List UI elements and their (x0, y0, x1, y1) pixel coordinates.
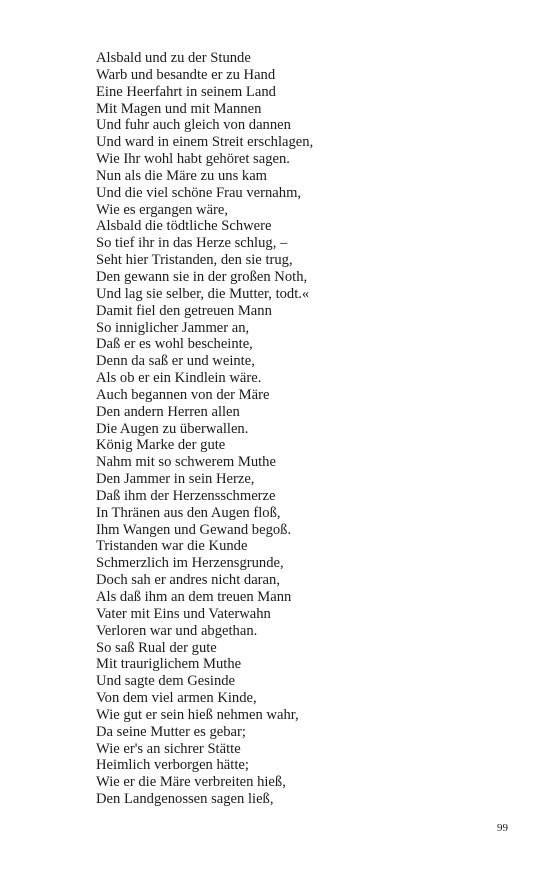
poem-line: Wie Ihr wohl habt gehöret sagen. (96, 151, 290, 168)
poem-text (96, 50, 516, 808)
poem-line: Vater mit Eins und Vaterwahn (96, 605, 271, 622)
poem-line: Wie er's an sichrer Stätte (96, 740, 241, 757)
poem-line: Tristanden war die Kunde (96, 538, 248, 555)
poem-line: Warb und besandte er zu Hand (96, 66, 276, 83)
poem-line: Schmerzlich im Herzensgrunde, (96, 555, 284, 572)
poem-line: Und fuhr auch gleich von dannen (96, 117, 291, 134)
poem-line: Auch begannen von der Märe (96, 386, 270, 403)
poem-line: Ihm Wangen und Gewand begoß. (96, 521, 292, 538)
poem-line: Alsbald die tödtliche Schwere (96, 218, 272, 235)
poem-line: Alsbald und zu der Stunde (96, 50, 251, 66)
poem-line: König Marke der gute (96, 437, 226, 454)
poem-line: Den Jammer in sein Herze, (96, 471, 255, 488)
poem-line: Doch sah er andres nicht daran, (96, 572, 280, 589)
poem-line: Damit fiel den getreuen Mann (96, 302, 272, 319)
poem-line: Nun als die Märe zu uns kam (96, 167, 268, 184)
poem-line: Und ward in einem Streit erschlagen, (96, 134, 314, 151)
poem-line: Wie gut er sein hieß nehmen wahr, (96, 706, 299, 723)
poem-line: Mit trauriglichem Muthe (96, 656, 242, 673)
poem-line: Heimlich verborgen hätte; (96, 757, 249, 774)
poem-line: Eine Heerfahrt in seinem Land (96, 83, 276, 100)
poem-line: Den Landgenossen sagen ließ, (96, 791, 274, 808)
poem-line: Denn da saß er und weinte, (96, 353, 255, 370)
poem-line: So saß Rual der gute (96, 639, 217, 656)
poem-line: Verloren war und abgethan. (96, 622, 258, 639)
poem-line: Nahm mit so schwerem Muthe (96, 454, 276, 471)
poem-line: Als ob er ein Kindlein wäre. (96, 370, 262, 387)
poem-line: Daß er es wohl bescheinte, (96, 336, 253, 353)
poem-line: So tief ihr in das Herze schlug, – (96, 235, 288, 252)
poem-line: Mit Magen und mit Mannen (96, 100, 262, 117)
poem-line: Den andern Herren allen (96, 403, 240, 420)
poem-line: Als daß ihm an dem treuen Mann (96, 589, 292, 605)
poem-line: Von dem viel armen Kinde, (96, 690, 257, 707)
poem-line: So inniglicher Jammer an, (96, 319, 250, 336)
poem-line: Und sagte dem Gesinde (96, 673, 236, 690)
poem-line: Und die viel schöne Frau vernahm, (96, 184, 302, 201)
poem-line: Seht hier Tristanden, den sie trug, (96, 252, 293, 269)
poem-line: Da seine Mutter es gebar; (96, 723, 246, 740)
poem-line: Wie es ergangen wäre, (96, 201, 229, 218)
page-number: 99 (497, 822, 508, 834)
poem-line: Und lag sie selber, die Mutter, todt.« (96, 285, 310, 302)
poem-line: Wie er die Märe verbreiten hieß, (96, 774, 286, 791)
poem-line: Daß ihm der Herzensschmerze (96, 487, 276, 504)
poem-line: Den gewann sie in der großen Noth, (96, 268, 308, 285)
poem-line: Die Augen zu überwallen. (96, 420, 249, 437)
poem-line: In Thränen aus den Augen floß, (96, 504, 281, 521)
